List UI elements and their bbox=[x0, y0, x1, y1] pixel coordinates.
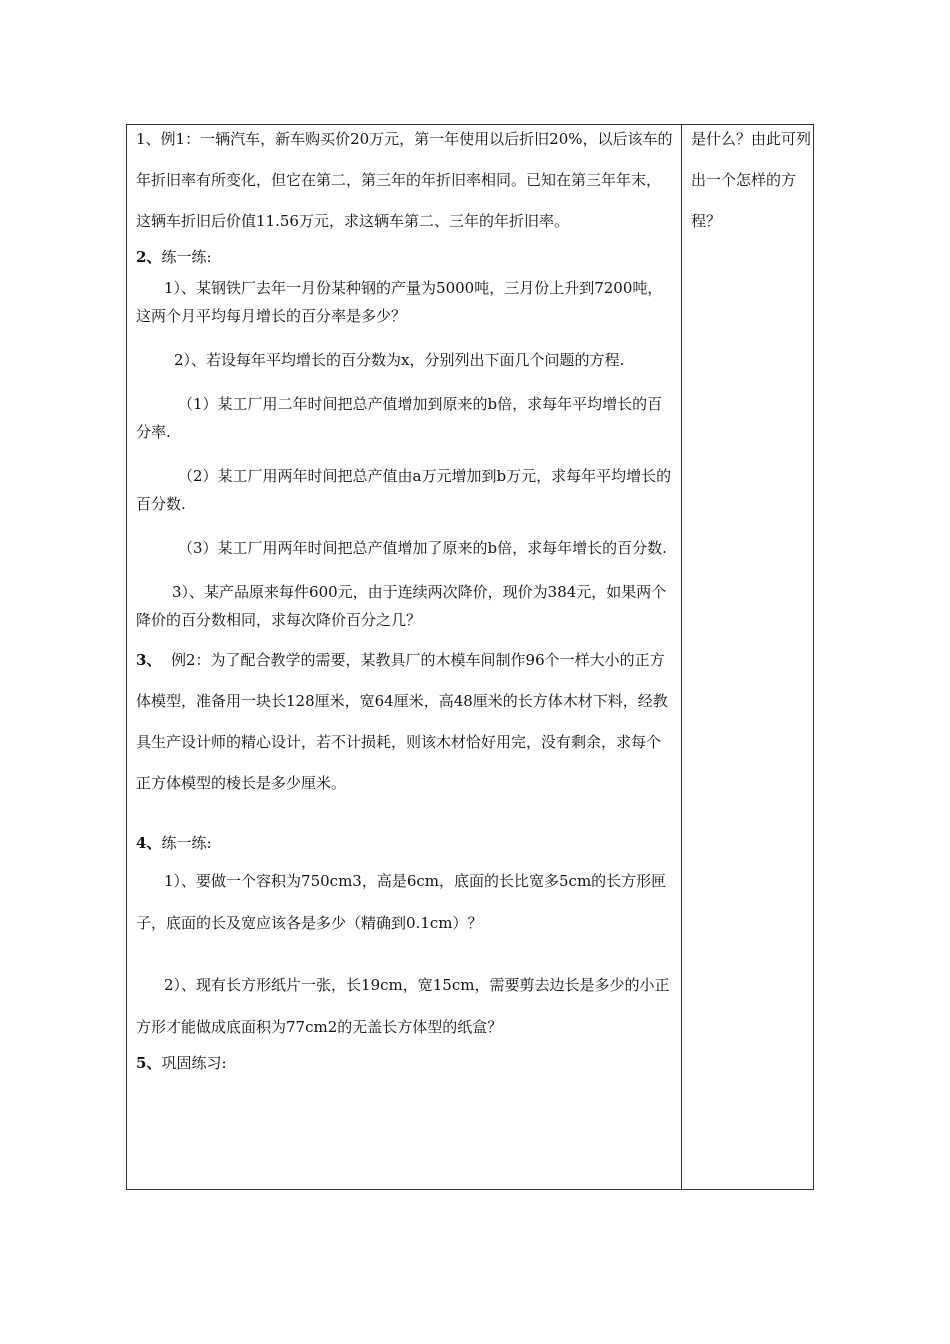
exercise-4-2: 2）、现有长方形纸片一张，长19cm，宽15cm，需要剪去边长是多少的小正方形才能做成底面积为77cm2的无盖长方体型的纸盒？ bbox=[136, 976, 670, 1036]
section-5-heading: 5、巩固练习: bbox=[136, 1054, 227, 1072]
side-note: 是什么？由此可列出一个怎样的方程？ bbox=[691, 130, 812, 230]
section-2-heading: 2、练一练: bbox=[136, 248, 212, 266]
example-1: 1、例1：一辆汽车，新车购买价20万元，第一年使用以后折旧20%，以后该车的年折旧率有所变化，但它在第二，第三年的年折旧率相同。已知在第三年年末，这辆车折旧后价值11.56万元，求这辆车第二、三年的年折旧率。 bbox=[136, 130, 673, 230]
example-2: 3、 例2：为了配合教学的需要，某教具厂的木模车间制作96个一样大小的正方体模型，准备用一块长128厘米，宽64厘米，高48厘米的长方体木材下料，经教具生产设计师的精心设计，若不计损耗，则该木材恰好用完，没有剩余，求每个正方体模型的棱长是多少厘米。 bbox=[136, 651, 668, 792]
exercise-2-2-a: （1）某工厂用二年时间把总产值增加到原来的b倍，求每年平均增长的百分率. bbox=[136, 395, 663, 441]
lesson-table bbox=[126, 124, 814, 1190]
notes-column bbox=[691, 125, 811, 242]
exercise-2-2-b: （2）某工厂用两年时间把总产值由a万元增加到b万元，求每年平均增长的百分数. bbox=[136, 467, 672, 513]
main-column bbox=[136, 125, 674, 1078]
section-4-heading: 4、练一练: bbox=[136, 834, 212, 852]
exercise-2-2-c: （3）某工厂用两年时间把总产值增加了原来的b倍，求每年增长的百分数. bbox=[178, 539, 667, 557]
exercise-2-3: 3）、某产品原来每件600元，由于连续两次降价，现价为384元，如果两个降价的百分数相同，求每次降价百分之几？ bbox=[136, 583, 667, 629]
exercise-4-1: 1）、要做一个容积为750cm3，高是6cm，底面的长比宽多5cm的长方形匣子，底面的长及宽应该各是多少（精确到0.1cm）？ bbox=[136, 872, 667, 932]
exercise-2-1: 1）、某钢铁厂去年一月份某种钢的产量为5000吨，三月份上升到7200吨，这两个月平均每月增长的百分率是多少？ bbox=[136, 279, 663, 325]
exercise-2-2: 2）、若设每年平均增长的百分数为x，分别列出下面几个问题的方程. bbox=[174, 351, 625, 369]
column-divider bbox=[681, 125, 682, 1189]
